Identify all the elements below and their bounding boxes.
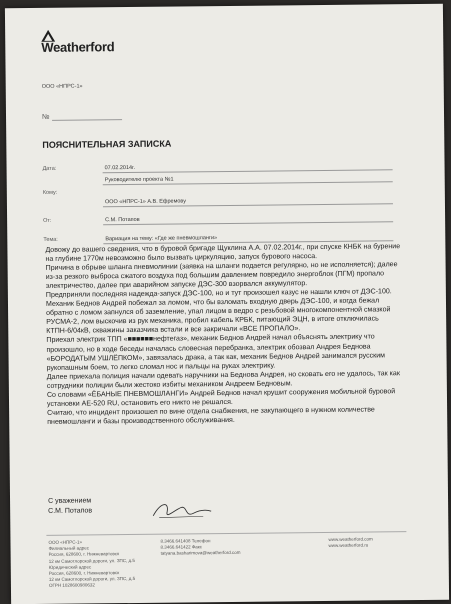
number-line (52, 119, 122, 121)
from-label: От: (43, 217, 52, 224)
recipient-position: Руководителю проекта №1 (104, 176, 174, 184)
subject-value: Вариация на тему: «Где же пневмошланги» (105, 235, 218, 243)
date-label: Дата: (42, 165, 57, 172)
from-value: С.М. Потапов (105, 216, 140, 224)
footer-address: ООО «НПРС-1» Филиальный адрес Россия, 628600, г. Нижневартовск 12 км Самотлорской дороги, ул. ЗПС, д.5 Юридический адрес Россия, 628600, г. Нижневартовск 12 км Самотлорской дороги, ул. ЗПС, д.5 ОГРН 1028600980632 (48, 539, 136, 589)
closing: С уважением (48, 497, 92, 505)
handwritten-signature (145, 497, 215, 526)
number-label: № (41, 113, 50, 121)
company-short-name: ООО «НПРС-1» (41, 83, 83, 90)
letter-sheet (5, 4, 449, 604)
subject-label: Тема: (43, 236, 58, 243)
recipient-name: ООО «НПРС-1» А.В. Ефремову (104, 198, 186, 206)
footer-website: www.weatherford.com www.weatherford.ru (328, 536, 373, 549)
date-value: 07.02.2014г. (104, 164, 135, 172)
company-logo: Weatherford (41, 39, 115, 55)
signer-name: С.М. Потапов (48, 507, 93, 515)
footer-contacts: 8.3466.641408 Телефон 8.3466.641422 Факс tatyana.basharimova@weatherford.com (160, 538, 241, 557)
to-label: Кому: (42, 189, 58, 196)
document-title: ПОЯСНИТЕЛЬНАЯ ЗАПИСКА (42, 138, 172, 150)
letter-body: Довожу до вашего сведения, что в буровой бригаде Щуклина А.А. 07.02.2014г., при спуске КНБК на бурение на глубине 1770м невозможно было вызвать циркуляцию, запуск бурового насоса. Причина в обрыве шланга пневмолинии (заявка на шланги подается регулярно, но не исполняется); далее из-за резкого выброса сжатого воздуха под большим давлением повредило энергоблок (ПГМ) пропало электричество, далее при аварийном запуске ДЭС-300 взорвался аккумулятор. Предприняли последняя надежда-запуск ДЭС-100, но и тут произошел казус не нашли ключ от ДЭС-100. Механик Беднов Андрей побежал за ломом, что бы взломать входную дверь ДЭС-100, и когда бежал обратно с ломом запнулся об заземление, упал лицом в ведро с резьбовой многокомпонентной смазкой РУСМА-2, лом выскочив из рук механика, пробил кабель КРБК, питающий ЭЦН, в итоге отключилась КТПН-6/04кВ, скважины заказчика встали и все закричали «ВСЕ ПРОПАЛО». Приехал электрик ТПП «■■■■■■нефтегаз», механик Беднов Андрей начал объяснять электрику что произошло, но в ходе беседы началась словесная перебранка, электрик обозвал Андрея Беднова «БОРОДАТЫМ УШЛЁПКОМ», завязалась драка, а так как, механик Беднов Андрей занимался русским рукопашным боем, то легко сломал нос и пальцы на руках электрику. Далее приехала полиция начали одевать наручники на Беднова Андрея, но сковать его не удалось, так как сотрудники полиции были жестоко избиты механиком Андреем Бедновым. Со словами «ЁБАНЫЕ ПНЕВМОШЛАНГИ» Андрей Беднов начал крушит сооружения мобильной буровой установки АЕ-520 RU, остановить его никто не решался. Считаю, что инцидент произошел по вине отдела снабжения, не закупающего в нужном количестве пневмошланги и базы производственного обслуживания. (45, 243, 401, 426)
